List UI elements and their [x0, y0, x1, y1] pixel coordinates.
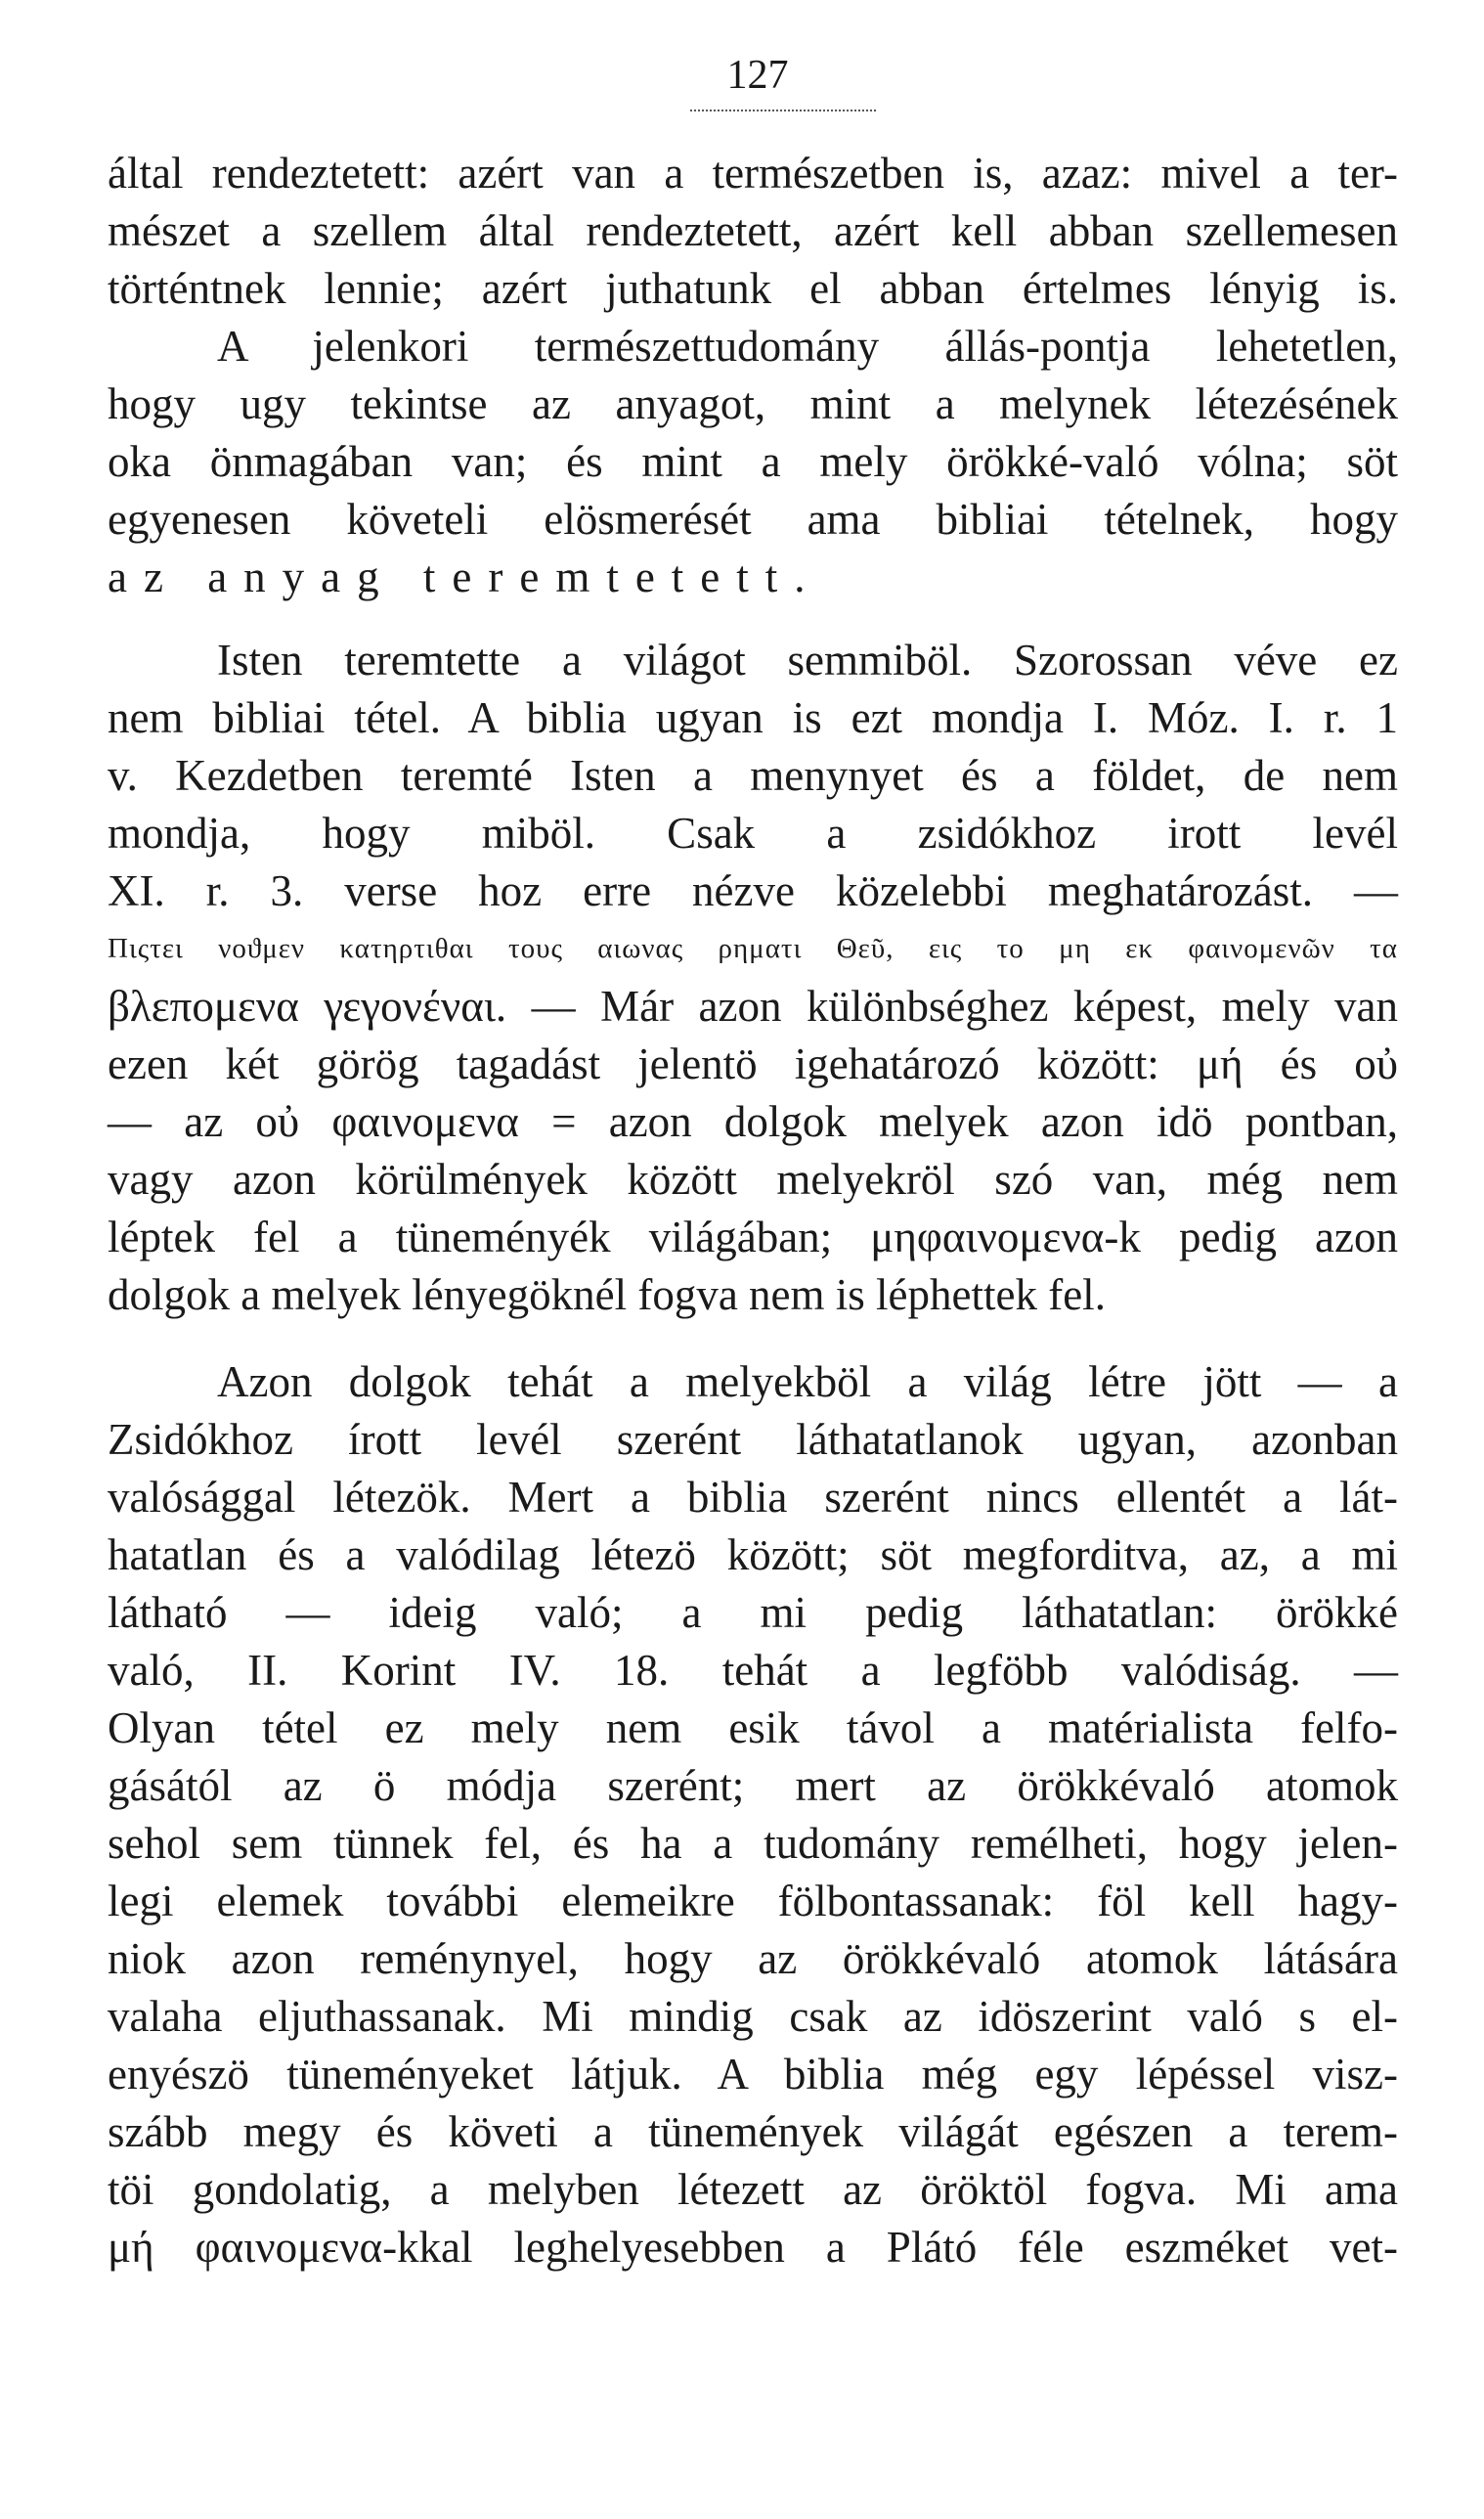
text-line: Zsidókhoz írott levél szerént láthatatlanok ugyan, azonban	[108, 1415, 1398, 1464]
greek-quote-line: Πιςτει νοϑμεν κατηρτιθαι τους αιωνας ρηματι Θεῦ, εις το μη εκ φαινομενῶν τα	[108, 933, 1398, 964]
text-line: látható — ideig való; a mi pedig láthatatlan: örökké	[108, 1588, 1398, 1637]
text-line: hogy ugy tekintse az anyagot, mint a melynek létezésének	[108, 379, 1398, 428]
text-line: v. Kezdetben teremté Isten a menynyet és a földet, de nem	[108, 751, 1398, 800]
text-line: oka önmagában van; és mint a mely örökké-való vólna; söt	[108, 437, 1398, 486]
text-line: vagy azon körülmények között melyekröl szó van, még nem	[108, 1155, 1398, 1204]
text-line: egyenesen követeli elösmerését ama bibliai tételnek, hogy	[108, 495, 1398, 544]
text-line: valósággal létezök. Mert a biblia szerént nincs ellentét a lát-	[108, 1473, 1398, 1522]
page-number: 127	[726, 53, 789, 98]
text-line: sehol sem tünnek fel, és ha a tudomány remélheti, hogy jelen-	[108, 1819, 1398, 1868]
ornamental-rule	[690, 110, 876, 117]
text-line: töi gondolatig, a melyben létezett az öröktöl fogva. Mi ama	[108, 2165, 1398, 2214]
text-line: történtnek lennie; azért juthatunk el abban értelmes lényig is.	[108, 264, 1398, 313]
text-line: által rendeztetett: azért van a természetben is, azaz: mivel a ter-	[108, 149, 1398, 198]
text-line: mondja, hogy miböl. Csak a zsidókhoz irott levél	[108, 809, 1398, 858]
text-line: mészet a szellem által rendeztetett, azért kell abban szellemesen	[108, 206, 1398, 255]
text-line: βλεπομενα γεγονέναι. — Már azon különbséghez képest, mely van	[108, 982, 1398, 1031]
text-line: dolgok a melyek lényegöknél fogva nem is léphettek fel.	[108, 1270, 1106, 1319]
spaced-phrase: az anyag teremtetett.	[108, 552, 822, 601]
text-line: valaha eljuthassanak. Mi mindig csak az idöszerint való s el-	[108, 1992, 1398, 2041]
text-line: legi elemek további elemeikre fölbontassanak: föl kell hagy-	[108, 1877, 1398, 1925]
text-line: léptek fel a tüneményék világában; μηφαινομενα-k pedig azon	[108, 1213, 1398, 1261]
text-line	[108, 549, 1398, 605]
text-line: gásától az ö módja szerént; mert az örökkévaló atomok	[108, 1761, 1398, 1810]
text-line: XI. r. 3. verse hoz erre nézve közelebbi meghatározást. —	[108, 866, 1398, 915]
text-line: Azon dolgok tehát a melyekböl a világ létre jött — a	[217, 1357, 1398, 1406]
text-line: niok azon reménynyel, hogy az örökkévaló atomok látására	[108, 1934, 1398, 1983]
text-line: Olyan tétel ez mely nem esik távol a matérialista felfo-	[108, 1703, 1398, 1752]
text-line: enyészö tüneményeket látjuk. A biblia még egy lépéssel visz-	[108, 2050, 1398, 2099]
text-line: való, II. Korint IV. 18. tehát a legföbb valódiság. —	[108, 1646, 1398, 1695]
text-line: nem bibliai tétel. A biblia ugyan is ezt mondja I. Móz. I. r. 1	[108, 693, 1398, 742]
text-line: μή φαινομενα-kkal leghelyesebben a Plátó féle eszméket vet-	[108, 2223, 1398, 2272]
text-line: ezen két görög tagadást jelentö igehatározó között: μή és οὐ	[108, 1039, 1398, 1088]
text-line: — az οὐ φαινομενα = azon dolgok melyek azon idö pontban,	[108, 1097, 1398, 1146]
text-line: A jelenkori természettudomány állás-pontja lehetetlen,	[217, 322, 1398, 371]
text-line: szább megy és követi a tünemények világát egészen a terem-	[108, 2107, 1398, 2156]
text-line: Isten teremtette a világot semmiböl. Szorossan véve ez	[217, 636, 1398, 685]
text-line: hatatlan és a valódilag létezö között; söt megforditva, az, a mi	[108, 1530, 1398, 1579]
